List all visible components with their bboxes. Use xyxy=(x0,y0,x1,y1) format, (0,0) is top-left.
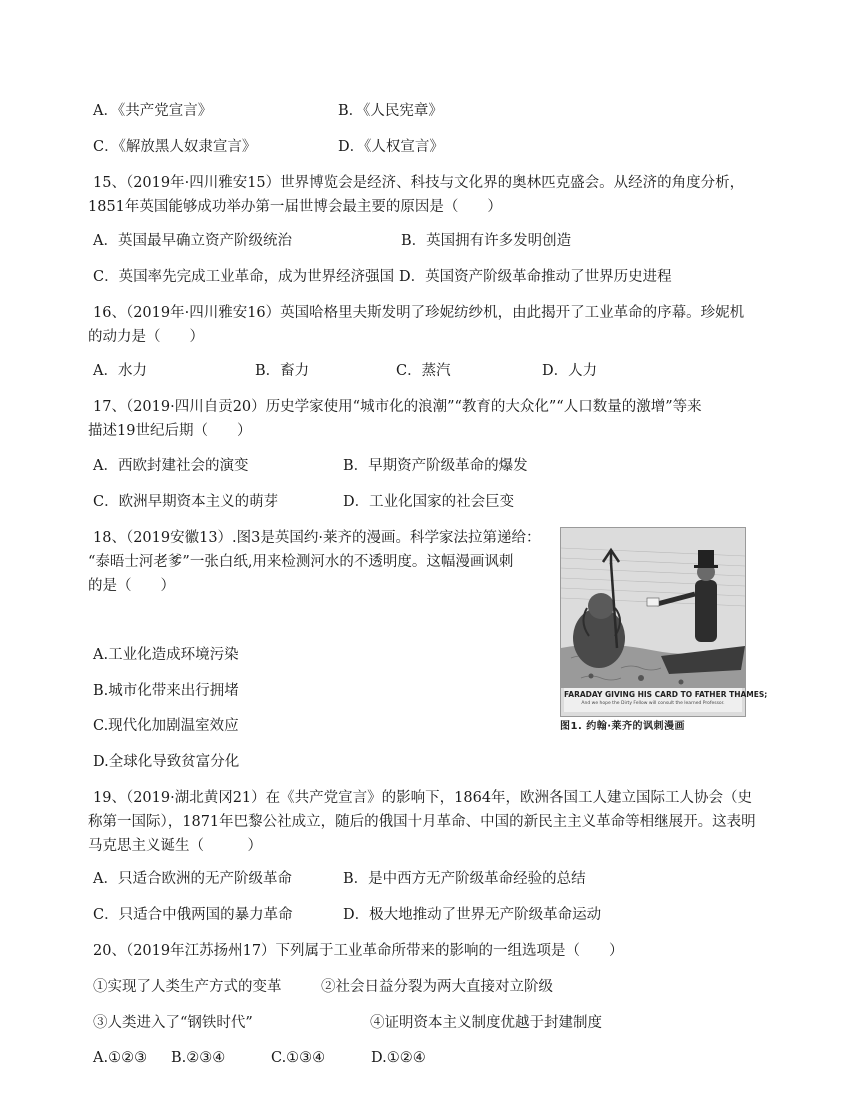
cartoon-subtitle: And we hope the Dirty Fellow will consult the learned Professor. xyxy=(581,701,725,706)
q19-stem-line1: 19、（2019·湖北黄冈21）在《共产党宣言》的影响下，1864年，欧洲各国工人建立国际工人协会（史 xyxy=(93,790,753,806)
q15-stem-line1: 15、（2019年·四川雅安15）世界博览会是经济、科技与文化界的奥林匹克盛会。从经济的角度分析， xyxy=(93,175,745,191)
q20-statement-3: ③人类进入了“钢铁时代” xyxy=(93,1015,253,1031)
q17-stem-line1: 17、（2019·四川自贡20）历史学家使用“城市化的浪潮”“教育的大众化”“人口数量的激增”等来 xyxy=(93,399,702,415)
q20-option-c: C.①③④ xyxy=(271,1050,326,1066)
q19-option-b: B．是中西方无产阶级革命经验的总结 xyxy=(343,871,586,887)
q18-stem-line2: “泰晤士河老爹”一张白纸,用来检测河水的不透明度。这幅漫画讽刺 xyxy=(88,554,514,570)
q20-option-d: D.①②④ xyxy=(371,1050,426,1066)
q15-option-b: B．英国拥有许多发明创造 xyxy=(401,233,572,249)
q20-statement-4: ④证明资本主义制度优越于封建制度 xyxy=(370,1015,602,1031)
cartoon-image xyxy=(560,527,768,717)
q15-option-a: A．英国最早确立资产阶级统治 xyxy=(93,233,292,249)
q14-option-c: C．《解放黑人奴隶宣言》 xyxy=(93,139,257,155)
q19-option-d: D．极大地推动了世界无产阶级革命运动 xyxy=(343,907,602,923)
cartoon-caption: 图1. 约翰·莱齐的讽刺漫画 xyxy=(560,721,686,732)
q17-option-b: B．早期资产阶级革命的爆发 xyxy=(343,458,528,474)
q18-option-d: D.全球化导致贫富分化 xyxy=(93,754,240,770)
q20-statement-2: ②社会日益分裂为两大直接对立阶级 xyxy=(321,979,553,995)
q15-option-d: D．英国资产阶级革命推动了世界历史进程 xyxy=(399,269,672,285)
q20-option-b: B.②③④ xyxy=(171,1050,226,1066)
q17-stem-line2: 描述19世纪后期（ ） xyxy=(88,423,252,439)
cartoon-title-strip xyxy=(564,688,768,712)
q19-option-a: A．只适合欧洲的无产阶级革命 xyxy=(93,871,292,887)
q17-option-c: C．欧洲早期资本主义的萌芽 xyxy=(93,494,279,510)
q15-option-c: C．英国率先完成工业革命，成为世界经济强国 xyxy=(93,269,395,285)
q17-option-d: D．工业化国家的社会巨变 xyxy=(343,494,515,510)
q16-option-d: D．人力 xyxy=(542,363,598,379)
q19-stem-line3: 马克思主义诞生（ ） xyxy=(88,838,262,854)
q16-stem-line2: 的动力是（ ） xyxy=(88,329,204,345)
q16-option-c: C．蒸汽 xyxy=(396,363,451,379)
q18-cartoon-figure xyxy=(560,527,768,732)
q16-option-a: A．水力 xyxy=(93,363,147,379)
q18-option-a: A.工业化造成环境污染 xyxy=(93,647,239,663)
q16-stem-line1: 16、（2019年·四川雅安16）英国哈格里夫斯发明了珍妮纺纱机，由此揭开了工业革命的序幕。珍妮机 xyxy=(93,305,745,321)
q16-option-b: B．畜力 xyxy=(255,363,310,379)
q20-statement-1: ①实现了人类生产方式的变革 xyxy=(93,979,282,995)
q18-stem-line1: 18、（2019安徽13）.图3是英国约·莱齐的漫画。科学家法拉第递给： xyxy=(93,530,541,546)
q20-option-a: A.①②③ xyxy=(93,1050,148,1066)
q14-option-d: D．《人权宣言》 xyxy=(338,139,444,155)
q20-stem-line1: 20、（2019年江苏扬州17）下列属于工业革命所带来的影响的一组选项是（ ） xyxy=(93,943,624,959)
q17-option-a: A．西欧封建社会的演变 xyxy=(93,458,249,474)
cartoon-title: FARADAY GIVING HIS CARD TO FATHER THAMES; xyxy=(564,690,768,699)
q15-stem-line2: 1851年英国能够成功举办第一届世博会最主要的原因是（ ） xyxy=(88,199,502,215)
q18-option-b: B.城市化带来出行拥堵 xyxy=(93,683,239,699)
q19-stem-line2: 称第一国际），1871年巴黎公社成立，随后的俄国十月革命、中国的新民主主义革命等相继展开。这表明 xyxy=(88,814,756,830)
q18-stem-line3: 的是（ ） xyxy=(88,578,175,594)
q14-option-b: B．《人民宪章》 xyxy=(338,103,443,119)
q18-option-c: C.现代化加剧温室效应 xyxy=(93,718,239,734)
q14-option-a: A．《共产党宣言》 xyxy=(93,103,213,119)
q19-option-c: C．只适合中俄两国的暴力革命 xyxy=(93,907,293,923)
